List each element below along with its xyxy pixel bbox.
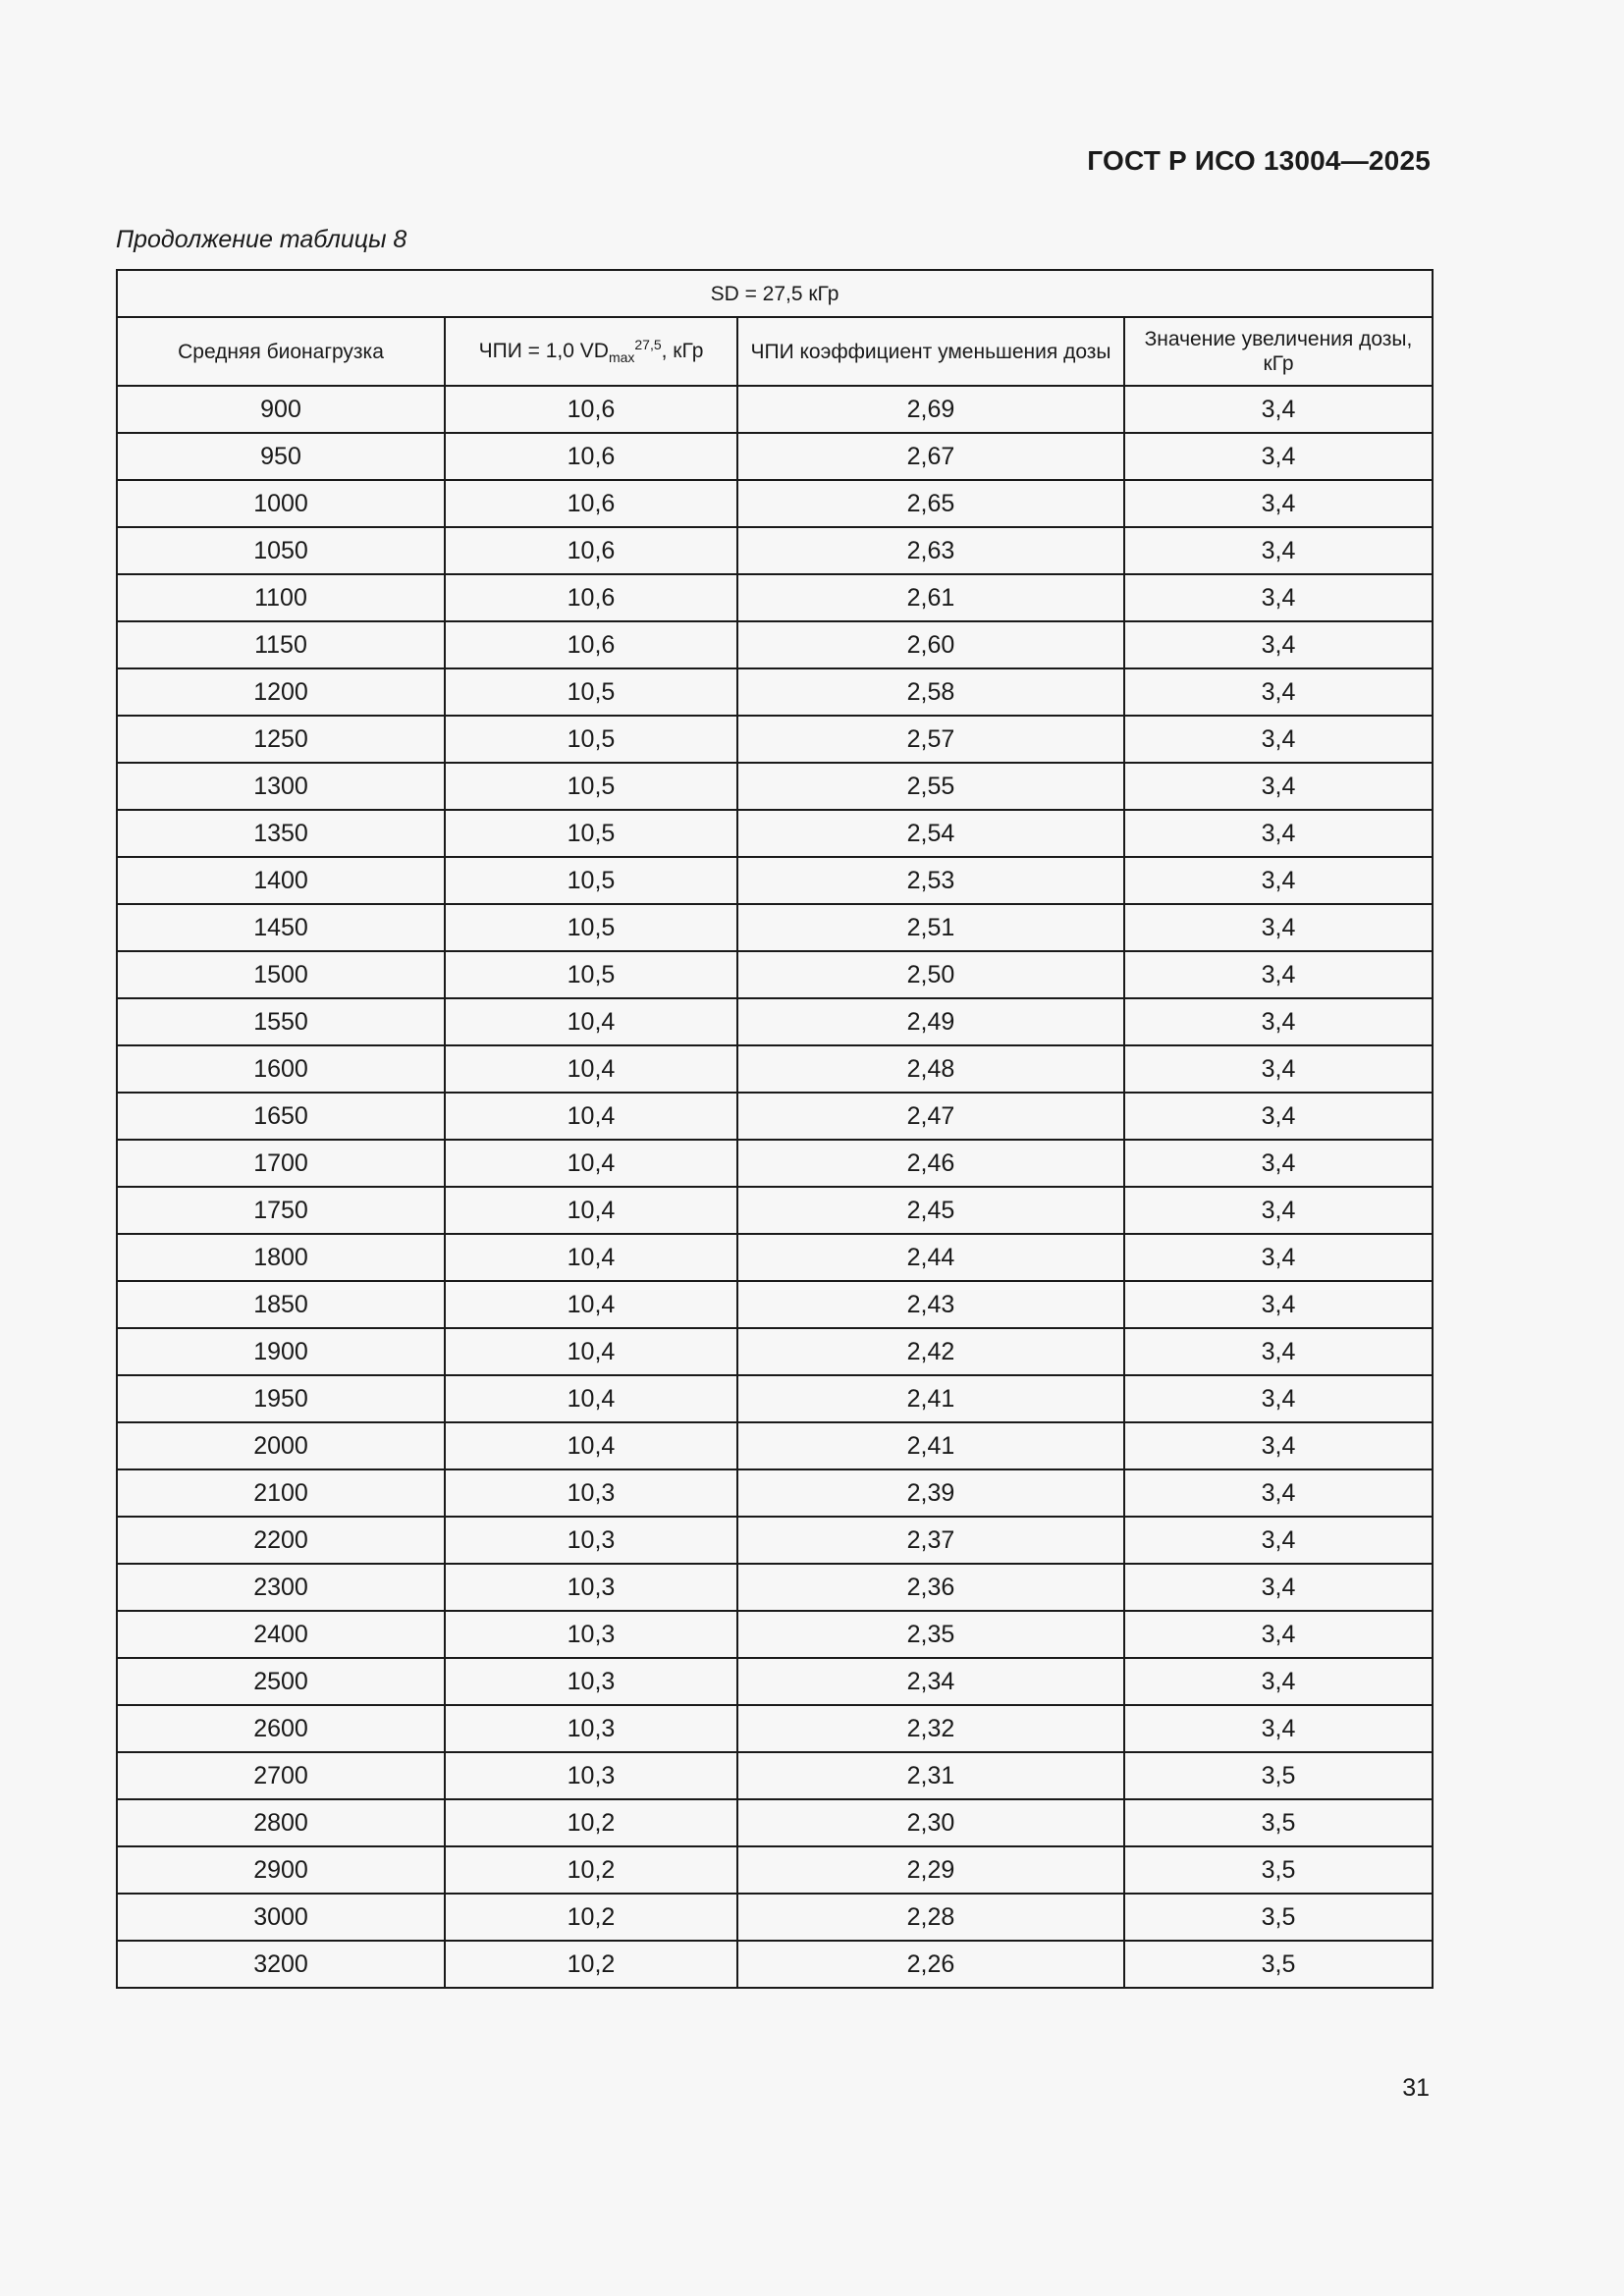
cell-spi: 10,6: [445, 433, 737, 480]
table-row: [117, 904, 1433, 951]
cell-reduction-factor: 2,31: [737, 1752, 1124, 1799]
cell-reduction-factor: 2,50: [737, 951, 1124, 998]
document-code: ГОСТ Р ИСО 13004—2025: [1087, 145, 1431, 176]
cell-dose-increment: 3,4: [1124, 1422, 1433, 1469]
cell-bioburden: 2100: [117, 1469, 445, 1517]
table-row: [117, 1611, 1433, 1658]
table-row: [117, 1045, 1433, 1093]
cell-bioburden: 1200: [117, 668, 445, 716]
cell-bioburden: 1650: [117, 1093, 445, 1140]
cell-reduction-factor: 2,36: [737, 1564, 1124, 1611]
cell-dose-increment: 3,4: [1124, 810, 1433, 857]
cell-bioburden: 1850: [117, 1281, 445, 1328]
cell-reduction-factor: 2,63: [737, 527, 1124, 574]
cell-spi: 10,3: [445, 1611, 737, 1658]
table-row: [117, 1799, 1433, 1846]
cell-spi: 10,4: [445, 1234, 737, 1281]
cell-dose-increment: 3,4: [1124, 1517, 1433, 1564]
cell-bioburden: 1100: [117, 574, 445, 621]
cell-reduction-factor: 2,45: [737, 1187, 1124, 1234]
cell-bioburden: 950: [117, 433, 445, 480]
table-row: [117, 1658, 1433, 1705]
table-row: [117, 621, 1433, 668]
cell-reduction-factor: 2,41: [737, 1375, 1124, 1422]
cell-dose-increment: 3,4: [1124, 904, 1433, 951]
cell-bioburden: 1800: [117, 1234, 445, 1281]
cell-reduction-factor: 2,30: [737, 1799, 1124, 1846]
table-row: [117, 716, 1433, 763]
cell-bioburden: 2500: [117, 1658, 445, 1705]
spi-unit: , кГр: [661, 339, 704, 362]
cell-bioburden: 3200: [117, 1941, 445, 1988]
table-row: [117, 1422, 1433, 1469]
table-row: [117, 1234, 1433, 1281]
cell-reduction-factor: 2,43: [737, 1281, 1124, 1328]
spi-subscript: max: [608, 349, 635, 366]
cell-reduction-factor: 2,58: [737, 668, 1124, 716]
column-header-row: [117, 317, 1433, 386]
cell-bioburden: 1500: [117, 951, 445, 998]
cell-reduction-factor: 2,28: [737, 1894, 1124, 1941]
spi-superscript: 27,5: [634, 336, 662, 352]
cell-dose-increment: 3,4: [1124, 951, 1433, 998]
cell-reduction-factor: 2,39: [737, 1469, 1124, 1517]
cell-bioburden: 1250: [117, 716, 445, 763]
spi-main: ЧПИ = 1,0 VD: [478, 339, 609, 362]
cell-reduction-factor: 2,53: [737, 857, 1124, 904]
cell-reduction-factor: 2,54: [737, 810, 1124, 857]
cell-bioburden: 1050: [117, 527, 445, 574]
cell-reduction-factor: 2,69: [737, 386, 1124, 433]
cell-spi: 10,2: [445, 1799, 737, 1846]
cell-bioburden: 1150: [117, 621, 445, 668]
cell-bioburden: 2300: [117, 1564, 445, 1611]
table-row: [117, 527, 1433, 574]
cell-spi: 10,2: [445, 1846, 737, 1894]
cell-bioburden: 1600: [117, 1045, 445, 1093]
cell-reduction-factor: 2,34: [737, 1658, 1124, 1705]
cell-spi: 10,3: [445, 1517, 737, 1564]
cell-reduction-factor: 2,60: [737, 621, 1124, 668]
cell-dose-increment: 3,4: [1124, 1375, 1433, 1422]
cell-dose-increment: 3,4: [1124, 1564, 1433, 1611]
cell-dose-increment: 3,4: [1124, 716, 1433, 763]
table-row: [117, 386, 1433, 433]
cell-reduction-factor: 2,55: [737, 763, 1124, 810]
cell-bioburden: 1450: [117, 904, 445, 951]
cell-spi: 10,3: [445, 1469, 737, 1517]
cell-dose-increment: 3,4: [1124, 480, 1433, 527]
cell-dose-increment: 3,4: [1124, 1658, 1433, 1705]
table-row: [117, 998, 1433, 1045]
table-caption: Продолжение таблицы 8: [116, 226, 407, 253]
cell-spi: 10,6: [445, 527, 737, 574]
cell-dose-increment: 3,4: [1124, 1281, 1433, 1328]
cell-dose-increment: 3,5: [1124, 1846, 1433, 1894]
cell-spi: 10,4: [445, 1045, 737, 1093]
cell-bioburden: 3000: [117, 1894, 445, 1941]
cell-reduction-factor: 2,41: [737, 1422, 1124, 1469]
table-row: [117, 951, 1433, 998]
column-header-bioburden: Средняя бионагрузка: [117, 317, 445, 386]
cell-dose-increment: 3,4: [1124, 1705, 1433, 1752]
cell-spi: 10,4: [445, 998, 737, 1045]
table-row: [117, 668, 1433, 716]
cell-bioburden: 1350: [117, 810, 445, 857]
table-row: [117, 1846, 1433, 1894]
cell-bioburden: 1400: [117, 857, 445, 904]
cell-spi: 10,3: [445, 1658, 737, 1705]
cell-reduction-factor: 2,46: [737, 1140, 1124, 1187]
cell-dose-increment: 3,4: [1124, 668, 1433, 716]
cell-reduction-factor: 2,51: [737, 904, 1124, 951]
cell-bioburden: 2600: [117, 1705, 445, 1752]
cell-spi: 10,6: [445, 480, 737, 527]
cell-bioburden: 900: [117, 386, 445, 433]
cell-bioburden: 1900: [117, 1328, 445, 1375]
cell-spi: 10,4: [445, 1422, 737, 1469]
cell-spi: 10,4: [445, 1281, 737, 1328]
table-row: [117, 480, 1433, 527]
cell-bioburden: 1950: [117, 1375, 445, 1422]
cell-reduction-factor: 2,37: [737, 1517, 1124, 1564]
cell-dose-increment: 3,4: [1124, 527, 1433, 574]
table-row: [117, 1469, 1433, 1517]
cell-spi: 10,4: [445, 1140, 737, 1187]
table-row: [117, 1093, 1433, 1140]
cell-reduction-factor: 2,67: [737, 433, 1124, 480]
column-header-spi: [445, 317, 737, 386]
cell-spi: 10,3: [445, 1752, 737, 1799]
column-header-reduction-factor: ЧПИ коэффициент уменьшения дозы: [737, 317, 1124, 386]
cell-bioburden: 2800: [117, 1799, 445, 1846]
table-row: [117, 433, 1433, 480]
cell-spi: 10,5: [445, 763, 737, 810]
cell-dose-increment: 3,4: [1124, 1140, 1433, 1187]
cell-bioburden: 1000: [117, 480, 445, 527]
cell-bioburden: 1750: [117, 1187, 445, 1234]
cell-spi: 10,5: [445, 951, 737, 998]
cell-bioburden: 1550: [117, 998, 445, 1045]
page-number: 31: [1402, 2074, 1430, 2102]
cell-dose-increment: 3,4: [1124, 1611, 1433, 1658]
cell-reduction-factor: 2,42: [737, 1328, 1124, 1375]
table-row: [117, 1375, 1433, 1422]
table-row: [117, 857, 1433, 904]
cell-spi: 10,5: [445, 716, 737, 763]
table-row: [117, 1328, 1433, 1375]
cell-spi: 10,5: [445, 857, 737, 904]
cell-reduction-factor: 2,29: [737, 1846, 1124, 1894]
cell-spi: 10,2: [445, 1941, 737, 1988]
cell-bioburden: 2900: [117, 1846, 445, 1894]
table-body: [117, 386, 1433, 1988]
data-table: [116, 269, 1434, 1989]
cell-spi: 10,6: [445, 621, 737, 668]
table-row: [117, 810, 1433, 857]
cell-spi: 10,6: [445, 386, 737, 433]
table-row: [117, 1894, 1433, 1941]
cell-dose-increment: 3,4: [1124, 1234, 1433, 1281]
cell-bioburden: 2400: [117, 1611, 445, 1658]
cell-dose-increment: 3,5: [1124, 1799, 1433, 1846]
cell-spi: 10,4: [445, 1093, 737, 1140]
sd-row: [117, 270, 1433, 317]
cell-reduction-factor: 2,65: [737, 480, 1124, 527]
cell-dose-increment: 3,4: [1124, 621, 1433, 668]
cell-spi: 10,6: [445, 574, 737, 621]
cell-spi: 10,4: [445, 1375, 737, 1422]
cell-dose-increment: 3,5: [1124, 1894, 1433, 1941]
cell-bioburden: 2000: [117, 1422, 445, 1469]
table-row: [117, 1705, 1433, 1752]
cell-spi: 10,5: [445, 668, 737, 716]
cell-spi: 10,4: [445, 1187, 737, 1234]
cell-spi: 10,2: [445, 1894, 737, 1941]
table-row: [117, 574, 1433, 621]
table-row: [117, 1140, 1433, 1187]
cell-bioburden: 1700: [117, 1140, 445, 1187]
cell-dose-increment: 3,4: [1124, 433, 1433, 480]
cell-dose-increment: 3,4: [1124, 574, 1433, 621]
table-row: [117, 1187, 1433, 1234]
sd-label: SD = 27,5 кГр: [117, 270, 1433, 317]
table-row: [117, 1517, 1433, 1564]
cell-dose-increment: 3,4: [1124, 1328, 1433, 1375]
cell-dose-increment: 3,4: [1124, 1093, 1433, 1140]
cell-spi: 10,5: [445, 810, 737, 857]
column-header-dose-increment: Значение увеличения дозы, кГр: [1124, 317, 1433, 386]
table-row: [117, 763, 1433, 810]
cell-reduction-factor: 2,48: [737, 1045, 1124, 1093]
cell-bioburden: 2200: [117, 1517, 445, 1564]
cell-dose-increment: 3,4: [1124, 857, 1433, 904]
cell-spi: 10,3: [445, 1564, 737, 1611]
cell-reduction-factor: 2,49: [737, 998, 1124, 1045]
table-row: [117, 1941, 1433, 1988]
cell-dose-increment: 3,4: [1124, 386, 1433, 433]
table-row: [117, 1281, 1433, 1328]
cell-dose-increment: 3,5: [1124, 1941, 1433, 1988]
cell-spi: 10,4: [445, 1328, 737, 1375]
cell-bioburden: 2700: [117, 1752, 445, 1799]
cell-dose-increment: 3,5: [1124, 1752, 1433, 1799]
cell-reduction-factor: 2,35: [737, 1611, 1124, 1658]
table-row: [117, 1564, 1433, 1611]
cell-spi: 10,5: [445, 904, 737, 951]
cell-reduction-factor: 2,57: [737, 716, 1124, 763]
cell-dose-increment: 3,4: [1124, 998, 1433, 1045]
cell-reduction-factor: 2,26: [737, 1941, 1124, 1988]
cell-reduction-factor: 2,47: [737, 1093, 1124, 1140]
cell-bioburden: 1300: [117, 763, 445, 810]
cell-spi: 10,3: [445, 1705, 737, 1752]
cell-dose-increment: 3,4: [1124, 1187, 1433, 1234]
cell-reduction-factor: 2,44: [737, 1234, 1124, 1281]
cell-dose-increment: 3,4: [1124, 1469, 1433, 1517]
cell-reduction-factor: 2,32: [737, 1705, 1124, 1752]
table-row: [117, 1752, 1433, 1799]
cell-reduction-factor: 2,61: [737, 574, 1124, 621]
cell-dose-increment: 3,4: [1124, 763, 1433, 810]
cell-dose-increment: 3,4: [1124, 1045, 1433, 1093]
